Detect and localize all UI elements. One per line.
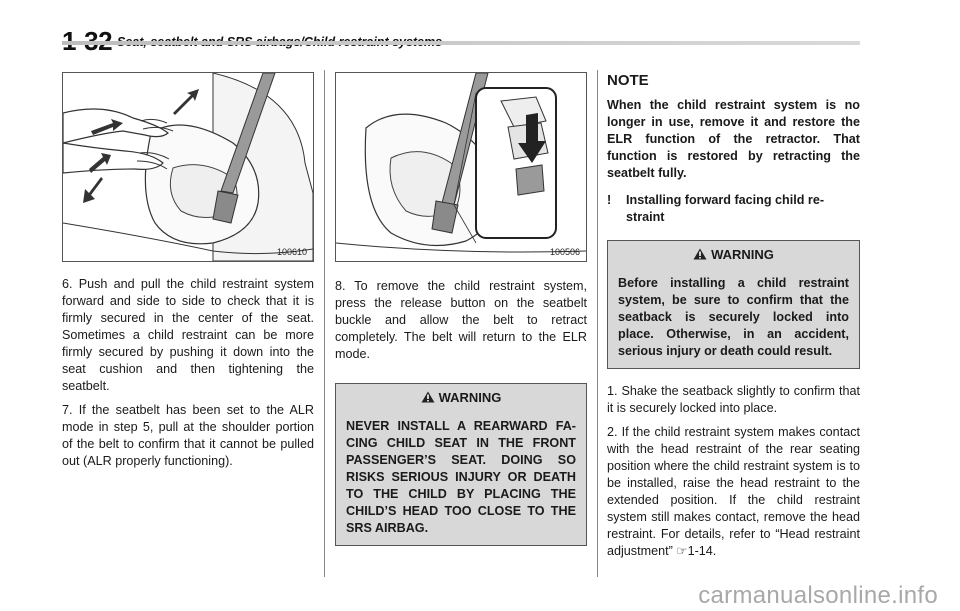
warning-triangle-icon — [693, 248, 707, 260]
figure-id: 100610 — [276, 247, 307, 257]
illustration-release-buckle — [336, 73, 586, 261]
step-2-text: 2. If the child restraint system makes contact with the head restraint of the rear seating position where the child restraint system is to be installed, raise the head restraint to the extended position. If the child restraint system still makes contact, remove the head restraint. For details, refer to “Head restraint adjustment” ☞1-14. — [607, 425, 860, 558]
note-text: When the child restraint system is no longer in use, remove it and restore the ELR function of the retractor. That function is restored by retracting the seatbelt fully. — [607, 98, 860, 180]
illustration-push-pull — [63, 73, 313, 261]
warning-label: WARNING — [711, 247, 774, 262]
warning-box — [335, 383, 587, 546]
warning-label: WARNING — [438, 390, 502, 405]
warning-text: Before installing a child restraint system, be sure to confirm that the seatback is securely locked into place. Otherwise, in an accident, serious injury or death could result. — [618, 276, 849, 358]
warning-heading — [608, 241, 859, 271]
column-2 — [335, 72, 587, 546]
subsection-title: Installing forward facing child re-straint — [626, 193, 825, 224]
column-3 — [607, 72, 860, 560]
column-1 — [62, 72, 314, 470]
figure-push-pull-child-seat — [62, 72, 314, 262]
warning-box — [607, 240, 860, 369]
step-7-text: 7. If the seatbelt has been set to the ALR mode in step 5, pull at the shoulder portion of the belt to confirm that it cannot be pulled out (ALR properly functioning). — [62, 403, 314, 468]
step-8-text: 8. To remove the child restraint system, press the release button on the seatbelt buckle and allow the belt to retract completely. The belt will return to the ELR mode. — [335, 279, 587, 361]
bullet-mark: ! — [607, 193, 612, 207]
step-1-text: 1. Shake the seatback slightly to confirm that it is securely locked into place. — [607, 384, 860, 415]
step-6-text: 6. Push and pull the child restraint system forward and side to side to check that it is firmly secured in the center of the seat. Sometimes a child restraint can be more firmly secured by pushing it down into the seat cushion and then tightening the seatbelt. — [62, 277, 314, 393]
subsection-heading — [607, 192, 860, 226]
header-rule — [62, 41, 860, 45]
figure-release-buckle — [335, 72, 587, 262]
note-heading: NOTE — [607, 72, 649, 89]
warning-triangle-icon — [421, 391, 435, 403]
warning-text: NEVER INSTALL A REARWARD FA-CING CHILD SEAT IN THE FRONT PASSENGER’S SEAT. DOING SO RISKS SERIOUS INJURY OR DEATH TO THE CHILD BY PLACING THE CHILD’S HEAD TOO CLOSE TO THE SRS AIRBAG. — [346, 419, 576, 535]
watermark: carmanualsonline.info — [698, 582, 938, 609]
column-divider — [324, 70, 325, 577]
warning-heading — [336, 384, 586, 414]
column-divider — [597, 70, 598, 577]
figure-id: 100506 — [549, 247, 580, 257]
